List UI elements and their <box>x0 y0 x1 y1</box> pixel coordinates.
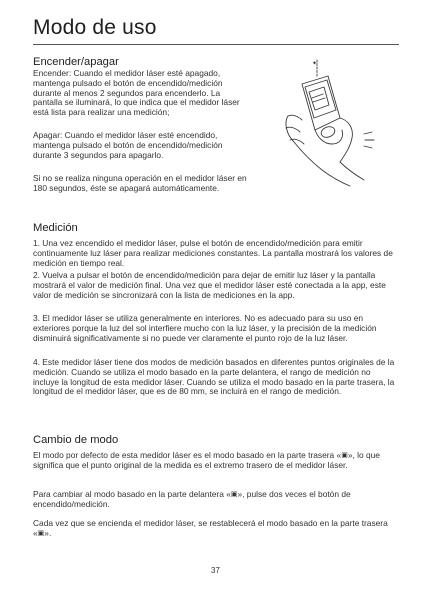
mode-reset-text-start: Cada vez que se encienda el medidor láser, se restablecerá el modo basado en la parte trasera « <box>33 518 388 538</box>
laser-meter-hand-illustration <box>268 58 390 188</box>
mode-switch-paragraph <box>33 490 393 510</box>
title-divider <box>33 44 399 45</box>
front-mode-icon: ▣ <box>230 491 238 498</box>
hand-outline-right <box>340 118 352 162</box>
measure-item-3: 3. El medidor láser se utiliza generalmente en interiores. No es adecuado para su uso en exteriores porque la luz del sol interfiere mucho con la luz láser, y la precisión de la medición disminuirá significativamente si no puede ver claramente el punto rojo de la luz láser. <box>33 313 377 343</box>
mode-reset-paragraph <box>33 519 393 539</box>
section-heading-measure: Medición <box>33 222 78 234</box>
rear-mode-icon: ▣ <box>37 529 45 537</box>
page-number: 37 <box>211 566 220 575</box>
mode-default-text-end: », lo que significa que el punto original de la medida es el extremo trasero de el medidor láser. <box>33 450 380 470</box>
measure-item-4: 4. Este medidor láser tiene dos modos de medición basados en diferentes puntos originales de la medición. Cuando se utiliza el modo basado en la parte delantera, el rango de medición no incluye la longitud de esta medidor láser. Cuando se utiliza el modo basado en la parte trasera, la longitud de el medidor láser, que es de 80 mm, se incluirá en el rango de medición. <box>33 357 395 397</box>
page-title: Modo de uso <box>33 16 157 39</box>
auto-off-paragraph: Si no se realiza ninguna operación en el medidor láser en 180 segundos, éste se apagará automáticamente. <box>33 173 247 193</box>
measure-item-2: 2. Vuelva a pulsar el botón de encendido/medición para dejar de emitir luz láser y la pantalla mostrará el valor de medición final. Una vez que el medidor láser esté conectada a la app, este valor de medición se sincronizará con la lista de mediciones en la app. <box>33 270 386 300</box>
mode-default-paragraph <box>33 451 391 471</box>
mode-default-text-start: El modo por defecto de esta medidor láser es el modo basado en la parte trasera « <box>33 450 342 460</box>
rear-mode-icon: ▣ <box>341 452 348 459</box>
mode-switch-text-end: », pulse dos veces el botón de encendido/medición. <box>33 489 351 509</box>
mode-switch-text-start: Para cambiar al modo basado en la parte delantera « <box>33 489 231 499</box>
mode-reset-text-end: ». <box>44 527 52 538</box>
svg-text:✦: ✦ <box>312 60 318 67</box>
section-heading-mode: Cambio de modo <box>33 434 119 446</box>
section-heading-power: Encender/apagar <box>33 56 119 68</box>
power-off-paragraph: Apagar: Cuando el medidor láser esté encendido, mantenga pulsado el botón de encendido/medición durante 3 segundos para apagarlo. <box>33 130 223 160</box>
power-on-paragraph: Encender: Cuando el medidor láser esté apagado, mantenga pulsado el botón de encendido/medición durante al menos 2 segundos para encenderlo. La pantalla se iluminará, lo que indica que el medidor láser está lista para realizar una medición; <box>33 68 240 118</box>
measure-item-1: 1. Una vez encendido el medidor láser, pulse el botón de encendido/medición para emitir continuamente luz láser para realizar mediciones constantes. La pantalla mostrará los valores de medición en tiempo real. <box>33 238 393 268</box>
